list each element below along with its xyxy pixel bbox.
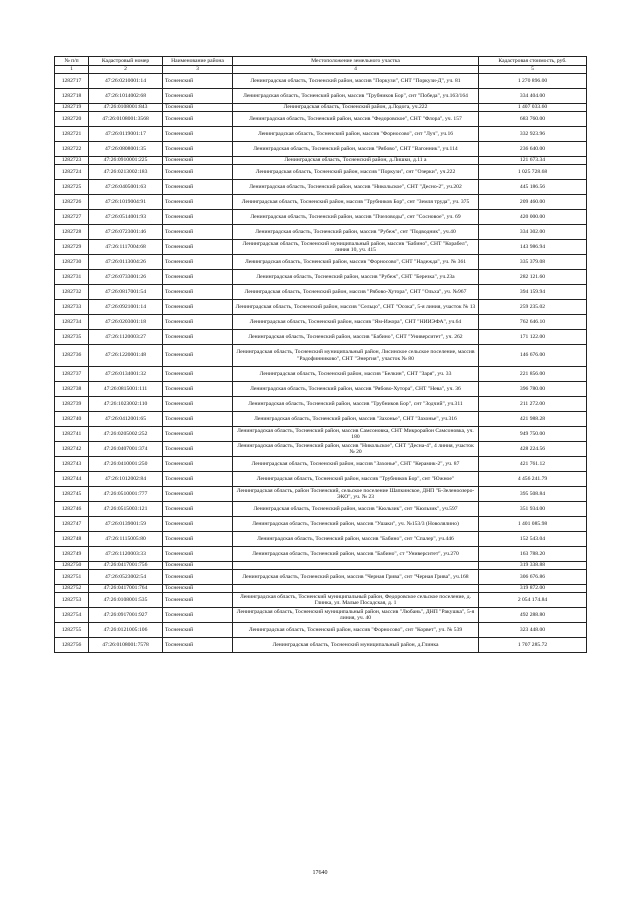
column-number: 5 bbox=[479, 66, 587, 74]
table-row bbox=[55, 638, 587, 653]
land-plot-location bbox=[233, 585, 479, 593]
district-name: Тосненский bbox=[163, 157, 233, 165]
cadastral-value: 949 750.00 bbox=[479, 427, 587, 442]
row-number: 1282745 bbox=[55, 487, 89, 502]
land-plot-location: Ленинградская область, Тосненский район, массив "Бабино", снт "Спалер", уч.446 bbox=[233, 532, 479, 547]
cadastral-value: 334 404.00 bbox=[479, 89, 587, 104]
land-plot-location: Ленинградская область, Тосненский район, массив "Ушаки", уч. №153/3 (Новолялино) bbox=[233, 517, 479, 532]
cadastral-number: 47:26:1014002:68 bbox=[89, 89, 163, 104]
district-name: Тосненский bbox=[163, 255, 233, 270]
district-name: Тосненский bbox=[163, 367, 233, 382]
cadastral-value: 1 707 285.72 bbox=[479, 638, 587, 653]
table-row bbox=[55, 165, 587, 180]
cadastral-number: 47:26:0119001:17 bbox=[89, 127, 163, 142]
land-plot-location: Ленинградская область, Тосненский район, д.Лишки, д.11 а bbox=[233, 157, 479, 165]
land-plot-location: Ленинградская область, Тосненский район, массив "Федоровское", СНТ "Флора", уч. 157 bbox=[233, 112, 479, 127]
district-name: Тосненский bbox=[163, 608, 233, 623]
district-name: Тосненский bbox=[163, 74, 233, 89]
land-plot-location: Ленинградская область, Тосненский район, массив "Поркузи", СНТ "Поркузи-Д", уч. 81 bbox=[233, 74, 479, 89]
cadastral-number: 47:26:1012002:84 bbox=[89, 472, 163, 487]
cadastral-number: 47:26:1120003:33 bbox=[89, 547, 163, 562]
land-plot-location: Ленинградская область, Тосненский район, массив "Пчеловоды", снт "Сосновое", уч. 69 bbox=[233, 210, 479, 225]
district-name: Тосненский bbox=[163, 585, 233, 593]
row-number: 1282753 bbox=[55, 593, 89, 608]
cadastral-number: 47:26:0733001:26 bbox=[89, 270, 163, 285]
district-name: Тосненский bbox=[163, 127, 233, 142]
cadastral-value: 211 272.00 bbox=[479, 397, 587, 412]
land-plot-location: Ленинградская область, Тосненский район, массив "Форносово", снт "Корвет", уч. № 539 bbox=[233, 623, 479, 638]
cadastral-value: 171 122.00 bbox=[479, 330, 587, 345]
cadastral-value: 1 401 085.98 bbox=[479, 517, 587, 532]
cadastral-value: 319 872.00 bbox=[479, 585, 587, 593]
page-number: 17640 bbox=[312, 870, 328, 876]
row-number: 1282740 bbox=[55, 412, 89, 427]
land-plot-location: Ленинградская область, Тосненский район, массив "Рубеж", СНТ "Березка", уч.23а bbox=[233, 270, 479, 285]
land-plot-location: Ленинградская область, Тосненский район, массив "Никольское", СНТ "Десно-2", уч.202 bbox=[233, 180, 479, 195]
cadastral-number: 47:26:1019004:91 bbox=[89, 195, 163, 210]
land-plot-location: Ленинградская область, Тосненский район, массив "Захонье", СНТ "Захонье", уч.316 bbox=[233, 412, 479, 427]
row-number: 1282736 bbox=[55, 345, 89, 367]
table-row bbox=[55, 457, 587, 472]
cadastral-value: 492 288.80 bbox=[479, 608, 587, 623]
table-row bbox=[55, 532, 587, 547]
cadastral-value: 2 054 174.84 bbox=[479, 593, 587, 608]
cadastral-value: 319 338.88 bbox=[479, 562, 587, 570]
cadastral-value: 259 235.02 bbox=[479, 300, 587, 315]
table-row bbox=[55, 74, 587, 89]
cadastral-number: 47:26:0910001:225 bbox=[89, 157, 163, 165]
table-row bbox=[55, 112, 587, 127]
row-number: 1282720 bbox=[55, 112, 89, 127]
cadastral-value: 1 270 896.00 bbox=[479, 74, 587, 89]
district-name: Тосненский bbox=[163, 412, 233, 427]
land-plot-location: Ленинградская область, Тосненский район, массив "Бабино", СНТ "Университет", уч. 262 bbox=[233, 330, 479, 345]
district-name: Тосненский bbox=[163, 270, 233, 285]
land-plot-location: Ленинградская область, Тосненский район, массив "Кюльзик", снт "Кюльзик", уч.597 bbox=[233, 502, 479, 517]
district-name: Тосненский bbox=[163, 570, 233, 585]
table-row bbox=[55, 412, 587, 427]
cadastral-value: 421 988.28 bbox=[479, 412, 587, 427]
land-plot-location: Ленинградская область, Тосненский район, массив "Трубников Бор", снт "Земля труда", уч. 375 bbox=[233, 195, 479, 210]
table-row bbox=[55, 547, 587, 562]
header-cadastral-value: Кадастровая стоимость, руб. bbox=[479, 57, 587, 66]
district-name: Тосненский bbox=[163, 225, 233, 240]
cadastral-number: 47:26:0113004:26 bbox=[89, 255, 163, 270]
district-name: Тосненский bbox=[163, 547, 233, 562]
district-name: Тосненский bbox=[163, 195, 233, 210]
cadastral-number: 47:26:0121005:106 bbox=[89, 623, 163, 638]
cadastral-number: 47:26:0407001:374 bbox=[89, 442, 163, 457]
land-plot-location bbox=[233, 562, 479, 570]
table-row bbox=[55, 472, 587, 487]
cadastral-number: 47:26:1220001:48 bbox=[89, 345, 163, 367]
land-plot-location: Ленинградская область, Тосненский район, д.Лодога, уч.222 bbox=[233, 104, 479, 112]
header-location: Местоположение земельного участка bbox=[233, 57, 479, 66]
row-number: 1282750 bbox=[55, 562, 89, 570]
table-row bbox=[55, 570, 587, 585]
land-plot-location: Ленинградская область, Тосненский район, массив "Черная Грива", снт "Черная Грива", уч.168 bbox=[233, 570, 479, 585]
land-plot-location: Ленинградская область, Тосненский муниципальный район, Федоровское сельское поселение, д. Глинка, ул. Малые Посадская, д. 1 bbox=[233, 593, 479, 608]
table-row bbox=[55, 442, 587, 457]
district-name: Тосненский bbox=[163, 285, 233, 300]
row-number: 1282717 bbox=[55, 74, 89, 89]
column-number-row bbox=[55, 66, 587, 74]
district-name: Тосненский bbox=[163, 487, 233, 502]
table-row bbox=[55, 89, 587, 104]
table-row bbox=[55, 285, 587, 300]
document-page bbox=[54, 56, 586, 653]
row-number: 1282733 bbox=[55, 300, 89, 315]
district-name: Тосненский bbox=[163, 240, 233, 255]
row-number: 1282748 bbox=[55, 532, 89, 547]
row-number: 1282724 bbox=[55, 165, 89, 180]
table-row bbox=[55, 180, 587, 195]
cadastral-value-table bbox=[54, 56, 587, 653]
district-name: Тосненский bbox=[163, 593, 233, 608]
table-row bbox=[55, 593, 587, 608]
row-number: 1282742 bbox=[55, 442, 89, 457]
cadastral-value: 152 543.04 bbox=[479, 532, 587, 547]
land-plot-location: Ленинградская область, Тосненский район, массив "Бабино", ст "Университет", уч.270 bbox=[233, 547, 479, 562]
district-name: Тосненский bbox=[163, 532, 233, 547]
cadastral-number: 47:26:0417001:756 bbox=[89, 562, 163, 570]
cadastral-number: 47:26:1115005:80 bbox=[89, 532, 163, 547]
cadastral-value: 282 121.60 bbox=[479, 270, 587, 285]
table-row bbox=[55, 270, 587, 285]
cadastral-number: 47:26:0108001:7578 bbox=[89, 638, 163, 653]
cadastral-value: 395 508.84 bbox=[479, 487, 587, 502]
district-name: Тосненский bbox=[163, 562, 233, 570]
row-number: 1282744 bbox=[55, 472, 89, 487]
district-name: Тосненский bbox=[163, 457, 233, 472]
district-name: Тосненский bbox=[163, 112, 233, 127]
cadastral-number: 47:26:0921001:14 bbox=[89, 300, 163, 315]
row-number: 1282723 bbox=[55, 157, 89, 165]
row-number: 1282752 bbox=[55, 585, 89, 593]
row-number: 1282732 bbox=[55, 285, 89, 300]
land-plot-location: Ленинградская область, Тосненский муниципальный район, массив "Любань", ДНП "Ракушка", 5-я линия, уч. 40 bbox=[233, 608, 479, 623]
table-row bbox=[55, 225, 587, 240]
header-number: № п/п bbox=[55, 57, 89, 66]
district-name: Тосненский bbox=[163, 165, 233, 180]
row-number: 1282734 bbox=[55, 315, 89, 330]
table-row bbox=[55, 104, 587, 112]
land-plot-location: Ленинградская область, Тосненский муниципальный район, Лисинское сельское поселение, массив "Радофинниково", СНТ "Энергия", участок № 80 bbox=[233, 345, 479, 367]
cadastral-value: 335 379.08 bbox=[479, 255, 587, 270]
row-number: 1282731 bbox=[55, 270, 89, 285]
table-row bbox=[55, 345, 587, 367]
cadastral-value: 221 856.00 bbox=[479, 367, 587, 382]
table-row bbox=[55, 427, 587, 442]
row-number: 1282756 bbox=[55, 638, 89, 653]
district-name: Тосненский bbox=[163, 472, 233, 487]
table-row bbox=[55, 330, 587, 345]
cadastral-number: 47:26:0405001:63 bbox=[89, 180, 163, 195]
cadastral-value: 1 025 728.68 bbox=[479, 165, 587, 180]
district-name: Тосненский bbox=[163, 623, 233, 638]
cadastral-value: 394 159.94 bbox=[479, 285, 587, 300]
cadastral-number: 47:26:0815001:111 bbox=[89, 382, 163, 397]
district-name: Тосненский bbox=[163, 502, 233, 517]
table-row bbox=[55, 623, 587, 638]
district-name: Тосненский bbox=[163, 330, 233, 345]
district-name: Тосненский bbox=[163, 142, 233, 157]
district-name: Тосненский bbox=[163, 104, 233, 112]
row-number: 1282730 bbox=[55, 255, 89, 270]
row-number: 1282741 bbox=[55, 427, 89, 442]
cadastral-number: 47:26:0108001:3568 bbox=[89, 112, 163, 127]
table-row bbox=[55, 562, 587, 570]
land-plot-location: Ленинградская область, Тосненский район, массив "Ям-Ижора", СНТ "НИИЭФА", уч.64 bbox=[233, 315, 479, 330]
cadastral-value: 146 676.00 bbox=[479, 345, 587, 367]
row-number: 1282729 bbox=[55, 240, 89, 255]
table-body bbox=[55, 74, 587, 653]
row-number: 1282743 bbox=[55, 457, 89, 472]
table-row bbox=[55, 608, 587, 623]
cadastral-number: 47:26:1117004:68 bbox=[89, 240, 163, 255]
cadastral-number: 47:26:0417001:764 bbox=[89, 585, 163, 593]
table-row bbox=[55, 142, 587, 157]
row-number: 1282737 bbox=[55, 367, 89, 382]
district-name: Тосненский bbox=[163, 517, 233, 532]
cadastral-number: 47:26:0917001:927 bbox=[89, 608, 163, 623]
land-plot-location: Ленинградская область, Тосненский район, массив "Сельцо", СНТ "Осока", 5-я линия, участок № 13 bbox=[233, 300, 479, 315]
cadastral-number: 47:26:0723001:46 bbox=[89, 225, 163, 240]
table-row bbox=[55, 157, 587, 165]
row-number: 1282749 bbox=[55, 547, 89, 562]
district-name: Тосненский bbox=[163, 210, 233, 225]
table-row bbox=[55, 517, 587, 532]
cadastral-number: 47:26:0515003:121 bbox=[89, 502, 163, 517]
district-name: Тосненский bbox=[163, 300, 233, 315]
cadastral-number: 47:26:0410001:250 bbox=[89, 457, 163, 472]
land-plot-location: Ленинградская область, Тосненский район, массив "Захонье", СНТ "Керамик-2", уч. 87 bbox=[233, 457, 479, 472]
cadastral-value: 143 986.94 bbox=[479, 240, 587, 255]
cadastral-number: 47:26:0817001:54 bbox=[89, 285, 163, 300]
cadastral-value: 396 780.00 bbox=[479, 382, 587, 397]
row-number: 1282719 bbox=[55, 104, 89, 112]
header-row bbox=[55, 57, 587, 66]
land-plot-location: Ленинградская область, Тосненский район, массив "Трубников Бор", снт "Южное" bbox=[233, 472, 479, 487]
table-row bbox=[55, 487, 587, 502]
cadastral-number: 47:26:0205002:252 bbox=[89, 427, 163, 442]
row-number: 1282726 bbox=[55, 195, 89, 210]
land-plot-location: Ленинградская область, Тосненский район, массив "Форносово", СНТ "Надежда", уч. № 361 bbox=[233, 255, 479, 270]
district-name: Тосненский bbox=[163, 382, 233, 397]
cadastral-value: 332 923.96 bbox=[479, 127, 587, 142]
header-cadastral-number: Кадастровый номер bbox=[89, 57, 163, 66]
column-number: 3 bbox=[163, 66, 233, 74]
column-number: 4 bbox=[233, 66, 479, 74]
district-name: Тосненский bbox=[163, 180, 233, 195]
header-district: Наименование района bbox=[163, 57, 233, 66]
land-plot-location: Ленинградская область, Тосненский район, массив "Рябово", СНТ "Вагонник", уч.114 bbox=[233, 142, 479, 157]
cadastral-number: 47:26:0210001:14 bbox=[89, 74, 163, 89]
table-row bbox=[55, 300, 587, 315]
cadastral-number: 47:26:0808001:35 bbox=[89, 142, 163, 157]
district-name: Тосненский bbox=[163, 397, 233, 412]
cadastral-number: 47:26:0203001:18 bbox=[89, 315, 163, 330]
table-row bbox=[55, 382, 587, 397]
row-number: 1282728 bbox=[55, 225, 89, 240]
row-number: 1282754 bbox=[55, 608, 89, 623]
cadastral-number: 47:26:1023002:110 bbox=[89, 397, 163, 412]
row-number: 1282721 bbox=[55, 127, 89, 142]
land-plot-location: Ленинградская область, Тосненский муниципальный район, д.Глинка bbox=[233, 638, 479, 653]
row-number: 1282718 bbox=[55, 89, 89, 104]
cadastral-number: 47:26:1120003:27 bbox=[89, 330, 163, 345]
land-plot-location: Ленинградская область, Тосненский район, массив "Рубеж", снт "Подводник", уч.40 bbox=[233, 225, 479, 240]
row-number: 1282739 bbox=[55, 397, 89, 412]
cadastral-value: 236 640.00 bbox=[479, 142, 587, 157]
table-row bbox=[55, 195, 587, 210]
row-number: 1282751 bbox=[55, 570, 89, 585]
cadastral-value: 420 000.00 bbox=[479, 210, 587, 225]
cadastral-number: 47:26:0134001:32 bbox=[89, 367, 163, 382]
cadastral-value: 4 456 241.79 bbox=[479, 472, 587, 487]
table-row bbox=[55, 585, 587, 593]
cadastral-value: 421 761.12 bbox=[479, 457, 587, 472]
column-number: 2 bbox=[89, 66, 163, 74]
district-name: Тосненский bbox=[163, 427, 233, 442]
cadastral-value: 762 646.10 bbox=[479, 315, 587, 330]
cadastral-value: 121 673.34 bbox=[479, 157, 587, 165]
row-number: 1282727 bbox=[55, 210, 89, 225]
row-number: 1282747 bbox=[55, 517, 89, 532]
cadastral-number: 47:26:0523002:54 bbox=[89, 570, 163, 585]
row-number: 1282755 bbox=[55, 623, 89, 638]
cadastral-value: 428 224.56 bbox=[479, 442, 587, 457]
row-number: 1282725 bbox=[55, 180, 89, 195]
row-number: 1282738 bbox=[55, 382, 89, 397]
table-row bbox=[55, 315, 587, 330]
district-name: Тосненский bbox=[163, 345, 233, 367]
district-name: Тосненский bbox=[163, 442, 233, 457]
table-row bbox=[55, 255, 587, 270]
cadastral-value: 445 186.56 bbox=[479, 180, 587, 195]
cadastral-number: 47:26:0139001:59 bbox=[89, 517, 163, 532]
table-row bbox=[55, 127, 587, 142]
district-name: Тосненский bbox=[163, 638, 233, 653]
cadastral-value: 683 760.00 bbox=[479, 112, 587, 127]
cadastral-number: 47:26:0108001:843 bbox=[89, 104, 163, 112]
cadastral-value: 209 460.00 bbox=[479, 195, 587, 210]
table-row bbox=[55, 210, 587, 225]
row-number: 1282746 bbox=[55, 502, 89, 517]
district-name: Тосненский bbox=[163, 315, 233, 330]
land-plot-location: Ленинградская область, Тосненский район, массив "Никольское", СНТ "Десна-4", 4 линия, участок № 20 bbox=[233, 442, 479, 457]
cadastral-value: 334 302.00 bbox=[479, 225, 587, 240]
row-number: 1282735 bbox=[55, 330, 89, 345]
land-plot-location: Ленинградская область, Тосненский район, массив "Рябово-Хутора", СНТ "Ольха", уч. №967 bbox=[233, 285, 479, 300]
land-plot-location: Ленинградская область, Тосненский район, массив Самсоновка, СНТ Микрорайон Самсоновка, уч. 180 bbox=[233, 427, 479, 442]
cadastral-number: 47:26:0213002:183 bbox=[89, 165, 163, 180]
cadastral-value: 306 676.86 bbox=[479, 570, 587, 585]
cadastral-number: 47:26:0108001:535 bbox=[89, 593, 163, 608]
table-row bbox=[55, 367, 587, 382]
table-row bbox=[55, 502, 587, 517]
land-plot-location: Ленинградская область, Тосненский район, массив "Трубников Бор", снт "Победа", уч.163/164 bbox=[233, 89, 479, 104]
cadastral-value: 163 788.20 bbox=[479, 547, 587, 562]
cadastral-number: 47:26:0510001:777 bbox=[89, 487, 163, 502]
table-row bbox=[55, 397, 587, 412]
land-plot-location: Ленинградская область, Тосненский район, массив "Поркузи", снт "Озерки", уч.222 bbox=[233, 165, 479, 180]
land-plot-location: Ленинградская область, Тосненский район, массив "Трубников Бор", снт "Зодчий", уч.311 bbox=[233, 397, 479, 412]
table-row bbox=[55, 240, 587, 255]
land-plot-location: Ленинградская область, Тосненский район, массив "Форносово", снт "Луч", уч.16 bbox=[233, 127, 479, 142]
land-plot-location: Ленинградская область, район Тосненский, сельское поселение Шапкинское, ДНП "Б-Зеленоозеро-ЭКО", уч. № 23 bbox=[233, 487, 479, 502]
cadastral-number: 47:26:0412001:65 bbox=[89, 412, 163, 427]
land-plot-location: Ленинградская область, Тосненский район, массив "Белкин", СНТ "Заря", уч. 33 bbox=[233, 367, 479, 382]
land-plot-location: Ленинградская область, Тосненский муниципальный район, массив "Бабино", СНТ "Корабел", линия 10, уч. 415 bbox=[233, 240, 479, 255]
district-name: Тосненский bbox=[163, 89, 233, 104]
cadastral-value: 1 407 033.60 bbox=[479, 104, 587, 112]
cadastral-value: 323 448.00 bbox=[479, 623, 587, 638]
row-number: 1282722 bbox=[55, 142, 89, 157]
cadastral-value: 351 934.00 bbox=[479, 502, 587, 517]
land-plot-location: Ленинградская область, Тосненский район, массив "Рябово-Хутора", СНТ "Нева", уч. 36 bbox=[233, 382, 479, 397]
column-number: 1 bbox=[55, 66, 89, 74]
cadastral-number: 47:26:0514001:93 bbox=[89, 210, 163, 225]
